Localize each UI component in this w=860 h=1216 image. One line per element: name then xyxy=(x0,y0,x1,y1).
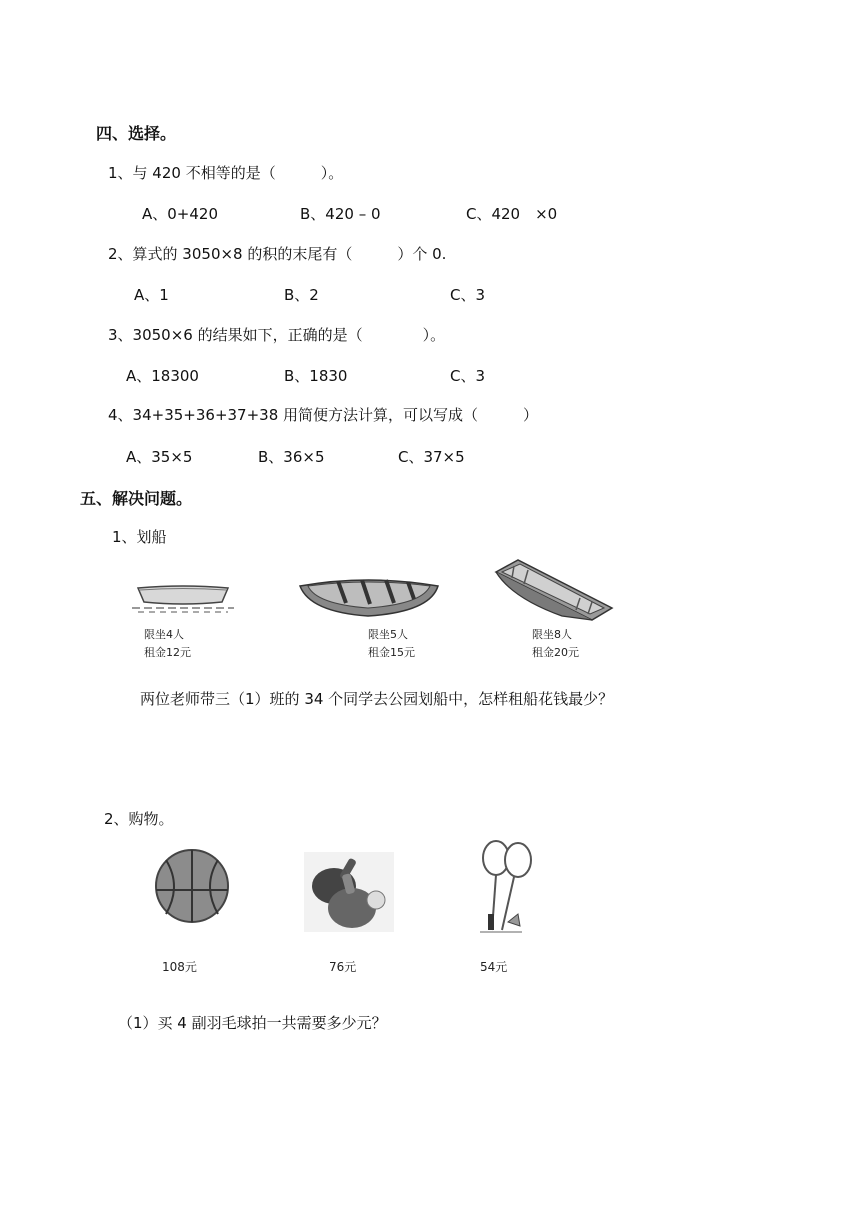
q1-option-a: A、0+420 xyxy=(142,205,219,223)
q1-option-b: B、420 – 0 xyxy=(300,205,381,223)
q3-option-a: A、18300 xyxy=(126,367,199,385)
q3-option-b: B、1830 xyxy=(284,367,348,385)
price-badminton: 54元 xyxy=(480,960,508,974)
q3-option-c: C、3 xyxy=(450,367,486,385)
question-1: 1、与 420 不相等的是（ ）。 xyxy=(108,164,344,182)
boat-3-label xyxy=(532,626,579,662)
boat-3-rent: 租金20元 xyxy=(532,646,579,659)
problem-2-question: （1）买 4 副羽毛球拍一共需要多少元？ xyxy=(118,1014,387,1032)
q4-option-a: A、35×5 xyxy=(126,448,193,466)
question-2: 2、算式的 3050×8 的积的末尾有（ ）个 0. xyxy=(108,245,447,263)
problem-1-question: 两位老师带三（1）班的 34 个同学去公园划船中，怎样租船花钱最少？ xyxy=(140,690,614,708)
q2-option-b: B、2 xyxy=(284,286,319,304)
boat-perspective-icon xyxy=(492,558,616,624)
q4-option-b: B、36×5 xyxy=(258,448,325,466)
price-ping-pong: 76元 xyxy=(329,960,357,974)
boat-1-limit: 限坐4人 xyxy=(144,628,184,641)
q4-option-c: C、37×5 xyxy=(398,448,465,466)
ping-pong-paddles-icon xyxy=(304,852,394,932)
section-4-title: 四、选择。 xyxy=(96,124,177,143)
q1-option-c: C、420 ×0 xyxy=(466,205,558,223)
price-basketball: 108元 xyxy=(162,960,197,974)
canoe-icon xyxy=(128,580,238,620)
badminton-rackets-icon xyxy=(474,838,544,938)
section-5-title: 五、解决问题。 xyxy=(80,489,193,508)
question-3: 3、3050×6 的结果如下，正确的是（ ）。 xyxy=(108,326,446,344)
basketball-icon xyxy=(152,846,232,926)
q2-option-c: C、3 xyxy=(450,286,486,304)
problem-1-title: 1、划船 xyxy=(112,528,167,546)
boat-2-rent: 租金15元 xyxy=(368,646,415,659)
problem-2-title: 2、购物。 xyxy=(104,810,174,828)
rowboat-icon xyxy=(298,570,440,622)
boat-3-limit: 限坐8人 xyxy=(532,628,572,641)
boat-2-limit: 限坐5人 xyxy=(368,628,408,641)
boat-1-rent: 租金12元 xyxy=(144,646,191,659)
question-4: 4、34+35+36+37+38 用简便方法计算，可以写成（ ） xyxy=(108,406,539,424)
q2-option-a: A、1 xyxy=(134,286,169,304)
boat-2-label xyxy=(368,626,415,662)
boat-1-label xyxy=(144,626,191,662)
